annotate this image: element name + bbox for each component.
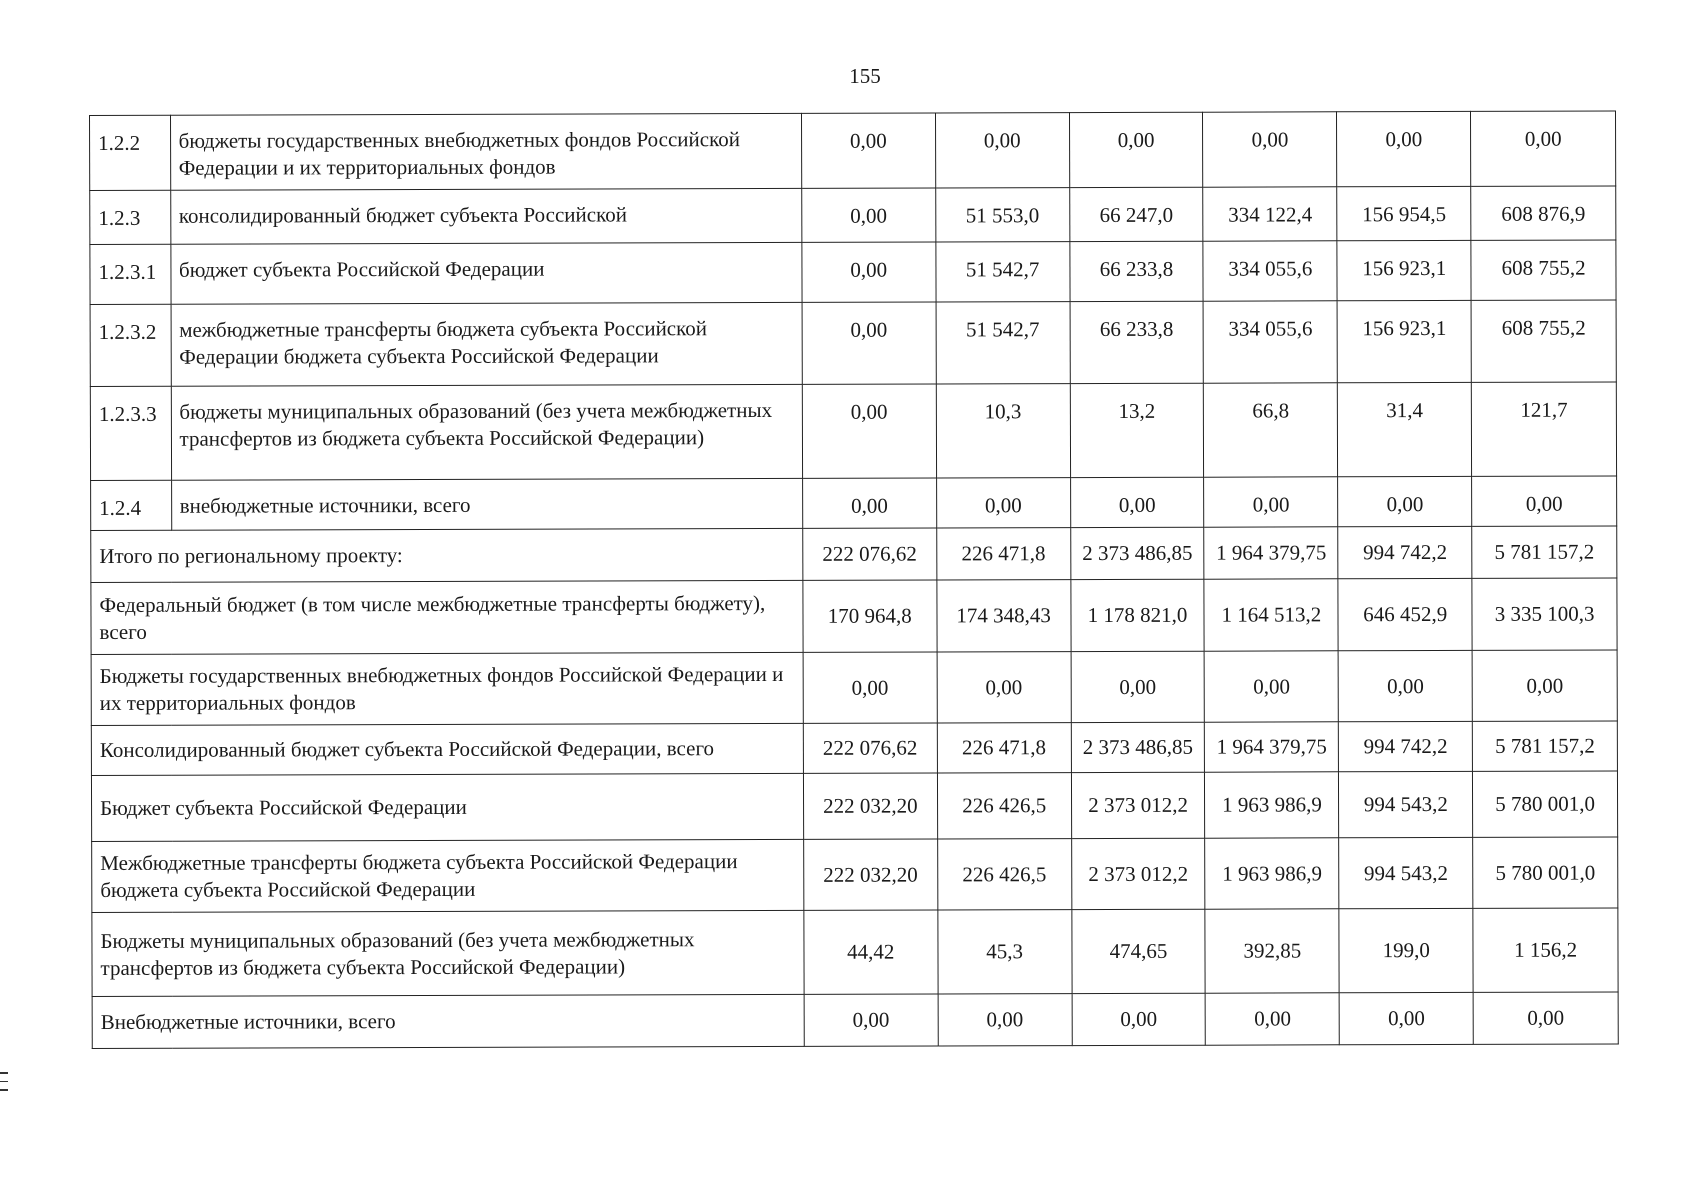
value-cell: 334 122,4 [1203, 187, 1337, 241]
summary-row [91, 771, 1617, 842]
row-name: консолидированный бюджет субъекта Российской [170, 188, 801, 244]
table-row [90, 186, 1616, 245]
table-row [91, 476, 1617, 531]
row-number: 1.2.2 [90, 115, 171, 190]
value-cell: 0,00 [936, 478, 1070, 528]
value-cell: 51 542,7 [936, 242, 1070, 302]
value-cell: 1 964 379,75 [1205, 722, 1339, 772]
value-cell: 222 076,62 [803, 723, 937, 773]
value-cell: 0,00 [935, 113, 1069, 188]
value-cell: 5 780 001,0 [1473, 771, 1618, 837]
value-cell: 2 373 012,2 [1071, 772, 1205, 838]
summary-row [92, 908, 1618, 997]
value-cell: 994 742,2 [1338, 526, 1472, 578]
row-name: бюджеты государственных внебюджетных фондов Российской Федерации и их территориальных фондов [170, 113, 802, 190]
value-cell: 226 471,8 [937, 723, 1071, 773]
value-cell: 0,00 [1072, 993, 1206, 1045]
value-cell: 66 247,0 [1069, 187, 1203, 241]
budget-table [89, 110, 1619, 1049]
value-cell: 334 055,6 [1203, 241, 1337, 301]
value-cell: 0,00 [1205, 651, 1339, 722]
value-cell: 994 543,2 [1339, 771, 1473, 837]
value-cell: 66,8 [1204, 383, 1338, 477]
value-cell: 226 426,5 [937, 839, 1071, 910]
value-cell: 222 076,62 [803, 528, 937, 580]
value-cell: 0,00 [1338, 476, 1472, 526]
value-cell: 608 876,9 [1471, 186, 1616, 240]
value-cell: 0,00 [1203, 112, 1337, 187]
value-cell: 0,00 [801, 113, 935, 188]
summary-row-name: Бюджеты государственных внебюджетных фондов Российской Федерации и их территориальных фондов [91, 652, 803, 725]
row-number: 1.2.3.1 [90, 244, 171, 304]
value-cell: 1 164 513,2 [1204, 579, 1338, 651]
row-number: 1.2.3.3 [90, 386, 171, 480]
value-cell: 608 755,2 [1471, 300, 1616, 382]
summary-row [91, 526, 1617, 583]
value-cell: 1 178 821,0 [1070, 579, 1204, 651]
table-row [90, 111, 1616, 191]
value-cell: 2 373 486,85 [1070, 527, 1204, 579]
value-cell: 0,00 [1069, 112, 1203, 187]
summary-row-name: Федеральный бюджет (в том числе межбюджетные трансферты бюджету), всего [91, 580, 803, 654]
summary-row [91, 650, 1617, 726]
summary-row [91, 721, 1617, 776]
value-cell: 170 964,8 [803, 580, 937, 652]
value-cell: 0,00 [802, 242, 936, 302]
value-cell: 51 553,0 [935, 188, 1069, 242]
page-number: 155 [849, 64, 881, 88]
value-cell: 0,00 [1071, 651, 1205, 722]
summary-row-name: Итого по региональному проекту: [91, 528, 803, 582]
row-number: 1.2.3 [90, 190, 171, 244]
value-cell: 0,00 [1472, 476, 1617, 526]
value-cell: 1 963 986,9 [1205, 772, 1339, 838]
value-cell: 174 348,43 [937, 580, 1071, 652]
value-cell: 0,00 [1339, 992, 1473, 1044]
value-cell: 0,00 [802, 478, 936, 528]
value-cell: 0,00 [802, 302, 936, 384]
value-cell: 222 032,20 [803, 773, 937, 839]
value-cell: 0,00 [1337, 111, 1471, 186]
margin-binding-mark [0, 1072, 8, 1102]
summary-row-name: Внебюджетные источники, всего [92, 994, 804, 1048]
value-cell: 994 742,2 [1339, 721, 1473, 771]
value-cell: 121,7 [1472, 382, 1617, 476]
value-cell: 0,00 [938, 994, 1072, 1046]
value-cell: 226 426,5 [937, 773, 1071, 839]
value-cell: 1 964 379,75 [1204, 527, 1338, 579]
row-name: бюджеты муниципальных образований (без учета межбюджетных трансфертов из бюджета субъекта Российской Федерации) [171, 384, 803, 480]
value-cell: 0,00 [937, 652, 1071, 723]
value-cell: 392,85 [1205, 909, 1339, 993]
summary-row-name: Бюджеты муниципальных образований (без учета межбюджетных трансфертов из бюджета субъекта Российской Федерации) [92, 910, 804, 996]
value-cell: 5 781 157,2 [1472, 526, 1617, 578]
table-row [90, 382, 1616, 481]
value-cell: 334 055,6 [1204, 301, 1338, 383]
value-cell: 3 335 100,3 [1472, 578, 1617, 650]
summary-row [92, 992, 1618, 1049]
value-cell: 44,42 [804, 910, 938, 994]
row-number: 1.2.3.2 [90, 304, 171, 386]
value-cell: 0,00 [802, 384, 936, 478]
value-cell: 994 543,2 [1339, 837, 1473, 908]
summary-row-name: Межбюджетные трансферты бюджета субъекта Российской Федерации бюджета субъекта Российской Федерации [92, 839, 804, 912]
value-cell: 5 781 157,2 [1473, 721, 1618, 771]
value-cell: 0,00 [802, 188, 936, 242]
table-row [90, 240, 1616, 305]
value-cell: 0,00 [1338, 650, 1472, 721]
value-cell: 2 373 012,2 [1071, 838, 1205, 909]
value-cell: 0,00 [803, 652, 937, 723]
summary-row [92, 837, 1618, 913]
row-name: бюджет субъекта Российской Федерации [170, 242, 801, 304]
value-cell: 10,3 [936, 384, 1070, 478]
row-number: 1.2.4 [91, 480, 172, 530]
value-cell: 0,00 [1473, 992, 1618, 1044]
value-cell: 474,65 [1071, 909, 1205, 993]
value-cell: 608 755,2 [1471, 240, 1616, 300]
value-cell: 66 233,8 [1070, 301, 1204, 383]
value-cell: 1 156,2 [1473, 908, 1618, 992]
summary-row-name: Бюджет субъекта Российской Федерации [91, 773, 803, 841]
value-cell: 45,3 [938, 910, 1072, 994]
value-cell: 31,4 [1338, 382, 1472, 476]
value-cell: 156 923,1 [1337, 240, 1471, 300]
value-cell: 0,00 [1206, 993, 1340, 1045]
value-cell: 646 452,9 [1338, 578, 1472, 650]
value-cell: 226 471,8 [936, 528, 1070, 580]
value-cell: 2 373 486,85 [1071, 722, 1205, 772]
value-cell: 66 233,8 [1069, 241, 1203, 301]
value-cell: 0,00 [1471, 111, 1616, 186]
value-cell: 0,00 [1070, 477, 1204, 527]
summary-row [91, 578, 1617, 655]
value-cell: 5 780 001,0 [1473, 837, 1618, 908]
row-name: внебюджетные источники, всего [171, 478, 802, 530]
value-cell: 156 923,1 [1337, 300, 1471, 382]
value-cell: 0,00 [1472, 650, 1617, 721]
summary-row-name: Консолидированный бюджет субъекта Российской Федерации, всего [91, 723, 803, 775]
value-cell: 13,2 [1070, 383, 1204, 477]
value-cell: 1 963 986,9 [1205, 838, 1339, 909]
value-cell: 199,0 [1339, 908, 1473, 992]
value-cell: 0,00 [1204, 477, 1338, 527]
value-cell: 51 542,7 [936, 302, 1070, 384]
value-cell: 222 032,20 [803, 839, 937, 910]
row-name: межбюджетные трансферты бюджета субъекта Российской Федерации бюджета субъекта Российской Федерации [171, 302, 803, 386]
table-row [90, 300, 1616, 387]
value-cell: 0,00 [804, 994, 938, 1046]
value-cell: 156 954,5 [1337, 186, 1471, 240]
